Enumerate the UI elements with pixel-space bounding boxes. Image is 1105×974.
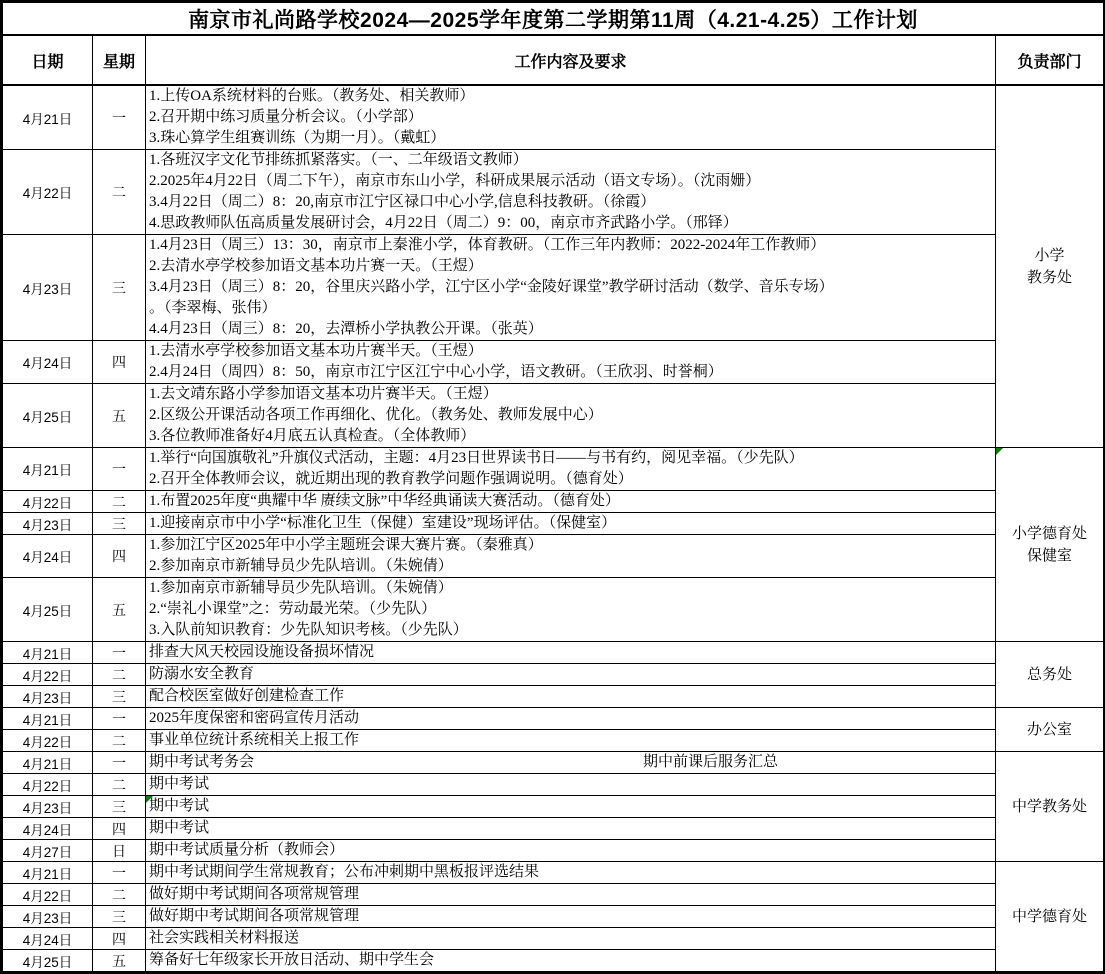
table-row [3, 384, 1104, 448]
weekday-cell: 一 [93, 642, 146, 664]
work-content-line: 期中考试期间学生常规教育；公布冲刺期中黑板报评选结果 [149, 864, 540, 880]
weekday-cell: 一 [93, 752, 146, 774]
work-content-line: 1.上传OA系统材料的台账。（教务处、相关教师） [149, 88, 475, 104]
work-content-line: 2.2025年4月22日（周二下午），南京市东山小学，科研成果展示活动（语文专场）。（沈雨姗） [149, 173, 761, 189]
work-content-line: 2.召开全体教师会议，就近期出现的教育教学问题作强调说明。（德育处） [149, 471, 633, 487]
table-row [3, 448, 1104, 491]
work-content-cell [146, 448, 996, 491]
work-content-line: 排查大风天校园设施设备损坏情况 [149, 644, 375, 660]
schedule-body [3, 85, 1104, 972]
comment-indicator-icon [146, 796, 153, 803]
work-content-line: 2.去清水亭学校参加语文基本功片赛一天。（王煜） [149, 258, 483, 274]
table-row [3, 708, 1104, 730]
work-content-line: 筹备好七年级家长开放日活动、期中学生会 [149, 952, 435, 968]
table-row [3, 642, 1104, 664]
date-cell: 4月23日 [3, 513, 93, 535]
work-content-cell [146, 862, 996, 884]
table-row [3, 730, 1104, 752]
weekday-cell: 二 [93, 884, 146, 906]
weekday-cell: 五 [93, 950, 146, 972]
department-label: 中学教务处 [1011, 798, 1087, 815]
side-note: 期中前课后服务汇总 [643, 754, 779, 770]
weekday-cell: 三 [93, 906, 146, 928]
work-content-line: 社会实践相关材料报送 [149, 930, 300, 946]
weekday-cell: 三 [93, 686, 146, 708]
work-content-line: 1.去清水亭学校参加语文基本功片赛半天。（王煜） [149, 343, 483, 359]
department-label: 小学德育处 [1011, 525, 1087, 542]
table-row [3, 513, 1104, 535]
weekday-cell: 一 [93, 85, 146, 150]
column-header-department: 负责部门 [996, 35, 1104, 85]
weekday-cell: 二 [93, 491, 146, 513]
department-cell [996, 708, 1104, 752]
department-cell [996, 85, 1104, 448]
work-content-cell [146, 513, 996, 535]
column-header-content: 工作内容及要求 [146, 35, 996, 85]
table-row [3, 796, 1104, 818]
work-content-cell [146, 235, 996, 341]
work-content-line: 做好期中考试期间各项常规管理 [149, 886, 360, 902]
date-cell: 4月21日 [3, 642, 93, 664]
work-content-line: 做好期中考试期间各项常规管理 [149, 908, 360, 924]
work-content-line: 1.布置2025年度“典耀中华 赓续文脉”中华经典诵读大赛活动。（德育处） [149, 493, 620, 509]
department-cell [996, 448, 1104, 642]
work-content-cell [146, 686, 996, 708]
weekday-cell: 四 [93, 341, 146, 384]
table-row [3, 535, 1104, 578]
work-content-line: 。（李翠梅、张伟） [149, 300, 277, 316]
department-label: 小学 [1034, 247, 1065, 264]
table-row [3, 150, 1104, 235]
work-content-line: 配合校医室做好创建检查工作 [149, 688, 345, 704]
work-content-line: 期中考试 [149, 820, 210, 836]
date-cell: 4月23日 [3, 686, 93, 708]
comment-indicator-icon [996, 448, 1003, 455]
work-content-line: 3.珠心算学生组赛训练（为期一月）。（戴虹） [149, 130, 446, 146]
date-cell: 4月23日 [3, 235, 93, 341]
date-cell: 4月24日 [3, 928, 93, 950]
work-content-line: 2.参加南京市新辅导员少先队培训。（朱婉倩） [149, 558, 453, 574]
work-content-line: 事业单位统计系统相关上报工作 [149, 732, 360, 748]
work-content-line: 期中考试考务会 [149, 754, 255, 770]
weekday-cell: 四 [93, 535, 146, 578]
date-cell: 4月24日 [3, 535, 93, 578]
work-content-line: 1.参加南京市新辅导员少先队培训。（朱婉倩） [149, 580, 453, 596]
work-content-cell [146, 906, 996, 928]
work-content-line: 2.4月24日（周四）8：50，南京市江宁区江宁中心小学，语文教研。（王欣羽、时誉桐） [149, 364, 723, 380]
work-content-cell [146, 85, 996, 150]
weekday-cell: 一 [93, 708, 146, 730]
work-content-cell [146, 491, 996, 513]
weekday-cell: 四 [93, 928, 146, 950]
work-content-line: 1.举行“向国旗敬礼”升旗仪式活动，主题：4月23日世界读书日——与书有约，阅见幸福。（少先队） [149, 450, 804, 466]
date-cell: 4月22日 [3, 150, 93, 235]
work-content-line: 3.4月22日（周二）8：20,南京市江宁区禄口中心小学,信息科技教研。（徐霞） [149, 194, 656, 210]
work-content-cell [146, 578, 996, 642]
weekday-cell: 三 [93, 513, 146, 535]
work-content-line: 1.各班汉字文化节排练抓紧落实。（一、二年级语文教师） [149, 152, 528, 168]
work-content-cell [146, 950, 996, 972]
work-content-line: 1.4月23日（周三）13：30，南京市上秦淮小学，体育教研。（工作三年内教师：2022-2024年工作教师） [149, 237, 826, 253]
table-row [3, 840, 1104, 862]
weekday-cell: 五 [93, 578, 146, 642]
work-content-line: 期中考试 [149, 776, 210, 792]
date-cell: 4月21日 [3, 862, 93, 884]
work-content-line: 1.参加江宁区2025年中小学主题班会课大赛片赛。（秦雅真） [149, 537, 543, 553]
weekday-cell: 二 [93, 664, 146, 686]
table-row [3, 664, 1104, 686]
date-cell: 4月25日 [3, 950, 93, 972]
table-row [3, 818, 1104, 840]
department-label: 教务处 [1026, 269, 1072, 286]
weekday-cell: 日 [93, 840, 146, 862]
table-row [3, 85, 1104, 150]
table-row [3, 686, 1104, 708]
work-content-line: 2.“崇礼小课堂”之：劳动最光荣。（少先队） [149, 601, 437, 617]
work-content-cell [146, 884, 996, 906]
weekday-cell: 四 [93, 818, 146, 840]
date-cell: 4月23日 [3, 796, 93, 818]
weekday-cell: 一 [93, 448, 146, 491]
date-cell: 4月22日 [3, 774, 93, 796]
work-content-cell [146, 730, 996, 752]
table-row [3, 235, 1104, 341]
work-content-cell [146, 774, 996, 796]
department-cell [996, 642, 1104, 708]
work-content-line: 期中考试质量分析（教师会） [149, 842, 345, 858]
work-content-cell [146, 384, 996, 448]
weekday-cell: 二 [93, 150, 146, 235]
weekday-cell: 五 [93, 384, 146, 448]
work-content-line: 4.思政教师队伍高质量发展研讨会，4月22日（周二）9：00，南京市齐武路小学。（邢铎） [149, 215, 738, 231]
date-cell: 4月25日 [3, 578, 93, 642]
department-cell [996, 752, 1104, 862]
column-header-date: 日期 [3, 35, 93, 85]
date-cell: 4月21日 [3, 752, 93, 774]
date-cell: 4月22日 [3, 491, 93, 513]
work-content-line: 1.迎接南京市中小学“标准化卫生（保健）室建设”现场评估。（保健室） [149, 515, 617, 531]
work-content-line: 3.4月23日（周三）8：20，谷里庆兴路小学，江宁区小学“金陵好课堂”教学研讨活动（数学、音乐专场） [149, 279, 834, 295]
department-label: 中学德育处 [1011, 908, 1087, 925]
date-cell: 4月22日 [3, 664, 93, 686]
work-content-cell [146, 818, 996, 840]
work-content-cell [146, 341, 996, 384]
weekday-cell: 三 [93, 235, 146, 341]
work-content-line: 2.区级公开课活动各项工作再细化、优化。（教务处、教师发展中心） [149, 407, 603, 423]
date-cell: 4月27日 [3, 840, 93, 862]
work-content-cell [146, 642, 996, 664]
department-cell [996, 862, 1104, 972]
table-row [3, 928, 1104, 950]
work-content-cell [146, 796, 996, 818]
table-row [3, 950, 1104, 972]
date-cell: 4月22日 [3, 884, 93, 906]
work-content-line: 2.召开期中练习质量分析会议。（小学部） [149, 109, 423, 125]
work-content-line: 3.入队前知识教育：少先队知识考核。（少先队） [149, 622, 468, 638]
table-row [3, 491, 1104, 513]
column-header-row [3, 35, 1104, 85]
date-cell: 4月21日 [3, 708, 93, 730]
work-content-line: 1.去文靖东路小学参加语文基本功片赛半天。（王煜） [149, 386, 498, 402]
table-row [3, 774, 1104, 796]
work-content-cell [146, 664, 996, 686]
work-content-line: 防溺水安全教育 [149, 666, 255, 682]
table-row [3, 862, 1104, 884]
work-content-line: 期中考试 [149, 798, 210, 814]
work-content-line: 4.4月23日（周三）8：20，去潭桥小学执教公开课。（张英） [149, 321, 543, 337]
department-label: 办公室 [1026, 721, 1072, 738]
date-cell: 4月24日 [3, 818, 93, 840]
weekday-cell: 二 [93, 774, 146, 796]
table-row [3, 884, 1104, 906]
work-plan-table [2, 2, 1104, 972]
work-content-line: 2025年度保密和密码宣传月活动 [149, 710, 360, 726]
work-content-cell [146, 840, 996, 862]
title-row [3, 3, 1104, 36]
table-row [3, 906, 1104, 928]
table-row [3, 752, 1104, 774]
table-row [3, 578, 1104, 642]
date-cell: 4月24日 [3, 341, 93, 384]
weekday-cell: 一 [93, 862, 146, 884]
date-cell: 4月23日 [3, 906, 93, 928]
date-cell: 4月21日 [3, 448, 93, 491]
page-title: 南京市礼尚路学校2024—2025学年度第二学期第11周（4.21-4.25）工作计划 [3, 3, 1104, 36]
department-label: 总务处 [1026, 666, 1072, 683]
department-label: 保健室 [1026, 547, 1072, 564]
table-row [3, 341, 1104, 384]
column-header-week: 星期 [93, 35, 146, 85]
work-content-cell [146, 928, 996, 950]
date-cell: 4月25日 [3, 384, 93, 448]
work-content-line: 3.各位教师准备好4月底五认真检查。（全体教师） [149, 428, 476, 444]
work-content-cell [146, 150, 996, 235]
weekday-cell: 二 [93, 730, 146, 752]
work-content-cell [146, 752, 996, 774]
work-content-cell [146, 535, 996, 578]
date-cell: 4月22日 [3, 730, 93, 752]
weekday-cell: 三 [93, 796, 146, 818]
work-content-cell [146, 708, 996, 730]
date-cell: 4月21日 [3, 85, 93, 150]
